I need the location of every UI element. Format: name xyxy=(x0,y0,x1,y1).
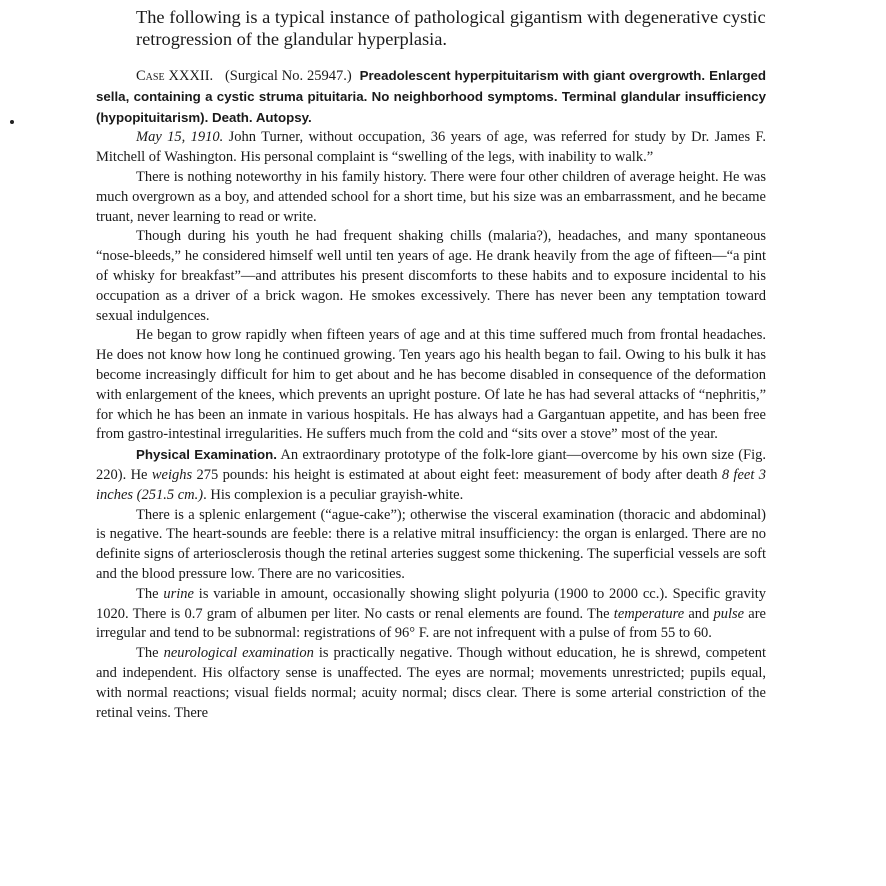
paragraph-4: He began to grow rapidly when fifteen years of age and at this time suffered much from frontal headaches. He does not know how long he continued growing. Ten years ago his health began to fail. Owing to his bulk it has become increasingly difficult for him to get about and he has become disabled in consequence of the deformation with enlargement of the knees, which prevents an upright posture. Of late he has had several attacks of “nephritis,” for which he has been an inmate in various hospitals. He has always had a Gargantuan appetite, and has been free from gastro-intestinal irregularities. He suffers much from the cold and “sits over a stove” most of the year. xyxy=(96,327,766,443)
case-summary: Preadolescent hyperpituitarism with giant overgrowth. Enlarged sella, containing a cystic struma pituitaria. No neighborhood symptoms. Terminal glandular insufficiency (hypopituitarism). Death. Autopsy. xyxy=(96,68,767,125)
p7-text-1: is variable in amount, occasionally showing slight polyuria (1900 to 2000 cc.). Specific gravity 1020. There is 0.7 gram of albumen per liter. No casts or renal elements are found. The xyxy=(96,585,767,622)
p7-text-0: The xyxy=(136,585,164,602)
paragraph-1 xyxy=(96,128,766,168)
p7-text-3: are irregular and tend to be subnormal: registrations of 96° F. are not infrequent with a pulse of from 55 to 60. xyxy=(96,605,766,642)
p8-text-0: The xyxy=(136,645,164,662)
paragraph-5 xyxy=(96,445,766,505)
paragraph-2: There is nothing noteworthy in his family history. There were four other children of average height. He was much overgrown as a boy, and attended school for a short time, but his size was an embarrassment, and he became truant, never learning to read or write. xyxy=(96,168,766,225)
paragraph-3: Though during his youth he had frequent shaking chills (malaria?), headaches, and many spontaneous “nose-bleeds,” he considered himself well until ten years of age. He drank heavily from the age of fifteen—“a pint of whisky for breakfast”—and attributes his present discomforts to these habits and to exposure incidental to his occupation as a driver of a brick wagon. He smokes excessively. There has never been any temptation toward sexual indulgences. xyxy=(96,228,766,324)
p5-text-1: An extraordinary prototype of the folk-lore giant—overcome by his own size (Fig. 220). He xyxy=(96,447,766,483)
p7-temperature: temperature xyxy=(613,605,685,622)
case-text xyxy=(96,66,766,723)
paragraph-8 xyxy=(96,644,766,723)
case-label: Case XXXII. xyxy=(136,68,214,84)
p7-text-2: and xyxy=(684,605,714,622)
surgical-number: (Surgical No. 25947.) xyxy=(224,68,352,84)
case-heading xyxy=(96,66,766,128)
p8-neuro: neurological examination xyxy=(163,645,314,662)
p8-text-1: is practically negative. Though without education, he is shrewd, competent and independent. His olfactory sense is unaffected. The eyes are normal; movements unrestricted; pupils equal, with normal reactions; visual fields normal; acuity normal; discs clear. There is some arterial constriction of the retinal veins. There xyxy=(96,645,766,721)
p5-text-2: 275 pounds: his height is estimated at about eight feet: measurement of body after death xyxy=(192,466,722,483)
p7-pulse: pulse xyxy=(713,605,745,622)
p7-urine: urine xyxy=(163,585,194,602)
p5-text-3: . His complexion is a peculiar grayish-white. xyxy=(203,486,464,503)
intro-paragraph: The following is a typical instance of pathological gigantism with degenerative cystic retrogression of the glandular hyperplasia. xyxy=(136,7,766,49)
paragraph-7 xyxy=(96,585,766,644)
case-date: May 15, 1910. xyxy=(136,129,224,146)
paragraph-6: There is a splenic enlargement (“ague-cake”); otherwise the visceral examination (thoracic and abdominal) is negative. The heart-sounds are feeble: there is a relative mitral insufficiency: the organ is enlarged. There are no definite signs of arteriosclerosis though the retinal arteries suggest some thickening. The superficial vessels are soft and the blood pressure low. There are no varicosities. xyxy=(96,506,766,582)
physical-exam-heading: Physical Examination. xyxy=(136,447,277,463)
paragraph-1-text: John Turner, without occupation, 36 years of age, was referred for study by Dr. James F. Mitchell of Washington. His personal complaint is “swelling of the legs, with inability to walk.” xyxy=(96,129,767,166)
p5-weighs: weighs xyxy=(151,466,193,483)
p5-measure: 8 feet 3 inches (251.5 cm.) xyxy=(96,466,766,503)
margin-dot xyxy=(10,120,14,124)
